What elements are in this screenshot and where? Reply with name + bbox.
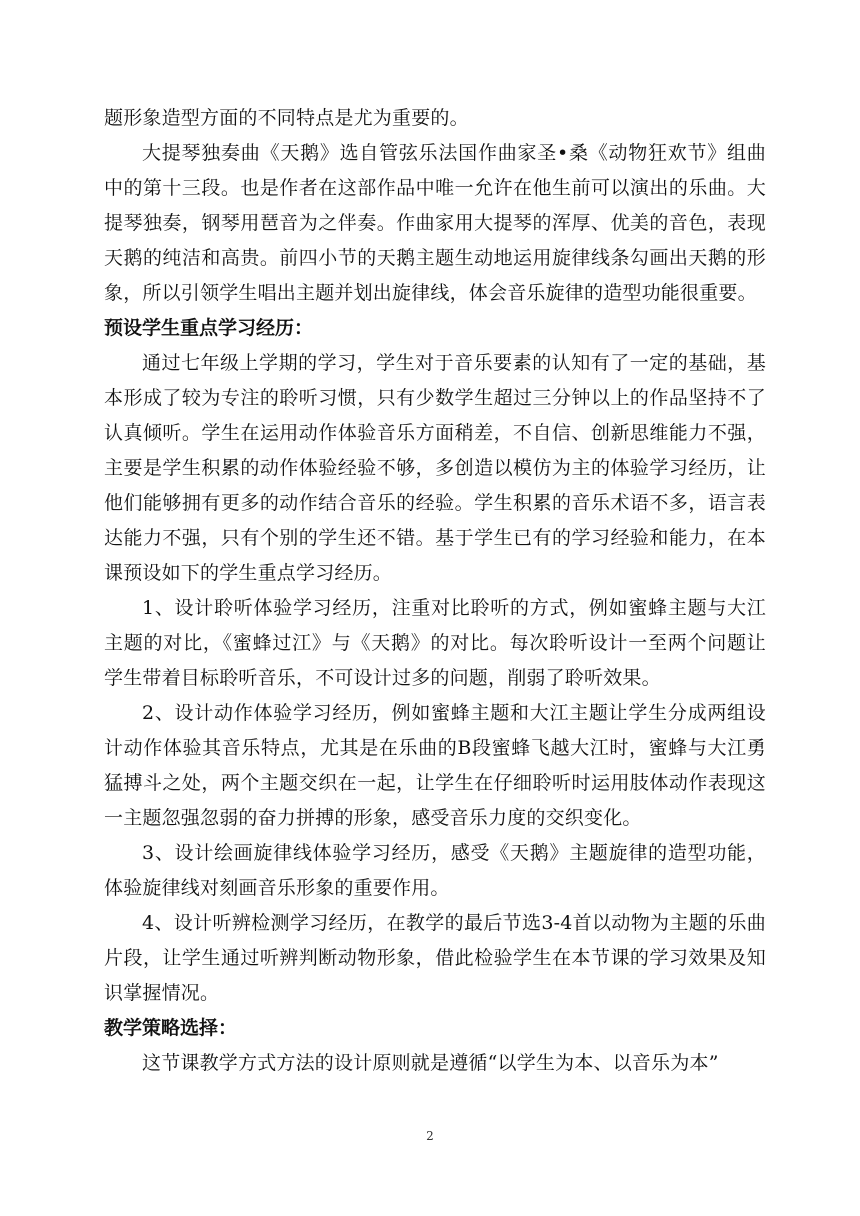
experience-item-3: 3、设计绘画旋律线体验学习经历，感受《天鹅》主题旋律的造型功能，体验旋律线对刻画音乐形象的重要作用。 xyxy=(104,842,766,899)
swan-paragraph: 大提琴独奏曲《天鹅》选自管弦乐法国作曲家圣•桑《动物狂欢节》组曲中的第十三段。也是作者在这部作品中唯一允许在他生前可以演出的乐曲。大提琴独奏，钢琴用琶音为之伴奏。作曲家用大提琴的浑厚、优美的音色，表现天鹅的纯洁和高贵。前四小节的天鹅主题生动地运用旋律线条勾画出天鹅的形象，所以引领学生唱出主题并划出旋律线，体会音乐旋律的造型功能很重要。 xyxy=(104,142,766,304)
page-number: 2 xyxy=(426,1129,434,1143)
strategy-intro-paragraph: 这节课教学方式方法的设计原则就是遵循“以学生为本、以音乐为本” xyxy=(142,1052,719,1074)
experience-item-1: 1、设计聆听体验学习经历，注重对比聆听的方式，例如蜜蜂主题与大江主题的对比，《蜜蜂过江》与《天鹅》的对比。每次聆听设计一至两个问题让学生带着目标聆听音乐，不可设计过多的问题，削弱了聆听效果。 xyxy=(104,597,766,689)
section-heading-teaching-strategy: 教学策略选择： xyxy=(104,1017,238,1039)
section-heading-learning-experience: 预设学生重点学习经历： xyxy=(104,317,314,339)
continuation-paragraph: 题形象造型方面的不同特点是尤为重要的。 xyxy=(104,107,469,129)
experience-intro-paragraph: 通过七年级上学期的学习，学生对于音乐要素的认知有了一定的基础，基本形成了较为专注的聆听习惯，只有少数学生超过三分钟以上的作品坚持不了认真倾听。学生在运用动作体验音乐方面稍差，不自信、创新思维能力不强，主要是学生积累的动作体验经验不够，多创造以模仿为主的体验学习经历，让他们能够拥有更多的动作结合音乐的经验。学生积累的音乐术语不多，语言表达能力不强，只有个别的学生还不错。基于学生已有的学习经验和能力，在本课预设如下的学生重点学习经历。 xyxy=(104,352,766,584)
experience-item-4: 4、设计听辨检测学习经历，在教学的最后节选3-4首以动物为主题的乐曲片段，让学生通过听辨判断动物形象，借此检验学生在本节课的学习效果及知识掌握情况。 xyxy=(104,912,766,1004)
page-content xyxy=(104,101,766,1081)
experience-item-2: 2、设计动作体验学习经历，例如蜜蜂主题和大江主题让学生分成两组设计动作体验其音乐特点，尤其是在乐曲的B段蜜蜂飞越大江时，蜜蜂与大江勇猛搏斗之处，两个主题交织在一起，让学生在仔细聆听时运用肢体动作表现这一主题忽强忽弱的奋力拼搏的形象，感受音乐力度的交织变化。 xyxy=(104,702,766,829)
